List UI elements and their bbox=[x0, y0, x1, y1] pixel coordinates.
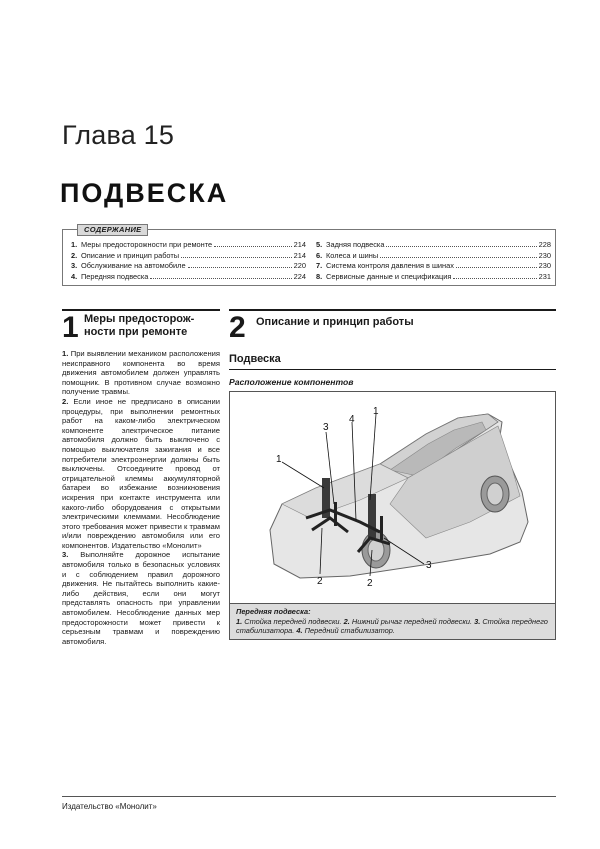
callout-4: 4 bbox=[349, 414, 355, 425]
toc-entry-number: 5. bbox=[316, 240, 323, 249]
paragraph bbox=[62, 550, 220, 646]
caption-title: Передняя подвеска: bbox=[236, 607, 311, 616]
toc-entry-number: 4. bbox=[71, 271, 78, 281]
caption-item-number: 4. bbox=[296, 626, 303, 636]
toc-entry-number: 2. bbox=[71, 250, 78, 260]
caption-item-number: 2. bbox=[343, 616, 350, 626]
toc-entry[interactable] bbox=[71, 251, 306, 262]
toc-entry-title: Описание и принцип работы bbox=[81, 250, 180, 260]
toc-entry-title: Сервисные данные и спецификация bbox=[326, 271, 452, 281]
toc-entry[interactable] bbox=[71, 272, 306, 283]
paragraph-text: При выявлении механиком расположения неисправного компонента во время движения автомобилем должен управлять помощник. В противном случае возможно получение травмы. bbox=[62, 349, 220, 397]
toc-entry-title: Задняя подвеска bbox=[326, 240, 385, 249]
paragraph-number: 2. bbox=[62, 396, 69, 406]
callout-3-right: 3 bbox=[426, 560, 432, 571]
section-2-title: Описание и принцип работы bbox=[256, 316, 414, 328]
section-1-heading bbox=[62, 309, 220, 349]
toc-entry-page: 228 bbox=[538, 240, 551, 249]
right-strut bbox=[368, 494, 376, 538]
callout-2-left: 2 bbox=[317, 576, 323, 587]
suspension-figure bbox=[229, 391, 556, 640]
toc-entry-title: Обслуживание на автомобиле bbox=[81, 261, 186, 270]
toc-entry-number: 3. bbox=[71, 261, 78, 270]
section-1-title-line2: ности при ремонте bbox=[84, 326, 188, 338]
caption-item-number: 3. bbox=[474, 616, 481, 626]
paragraph bbox=[62, 397, 220, 551]
car-suspension-illustration bbox=[230, 392, 555, 603]
left-stabilizer-link bbox=[334, 502, 337, 526]
caption-item-text: Передний стабилизатор. bbox=[304, 626, 395, 636]
caption-item-text: Нижний рычаг передней подвески. bbox=[351, 616, 473, 626]
callout-1-right: 1 bbox=[373, 406, 379, 417]
toc-entry[interactable] bbox=[316, 272, 551, 283]
toc-entry-page: 214 bbox=[293, 240, 306, 249]
toc-entry-title: Меры предосторожности при ремонте bbox=[81, 240, 213, 249]
paragraph-number: 1. bbox=[62, 349, 69, 358]
subsection-heading: Подвеска bbox=[229, 350, 556, 370]
caption-item-number: 1. bbox=[236, 616, 243, 626]
toc-entry-page: 230 bbox=[538, 261, 551, 270]
callout-1-left: 1 bbox=[276, 454, 282, 465]
footer-divider bbox=[62, 796, 556, 797]
toc-entry-number: 8. bbox=[316, 271, 323, 281]
toc-entry-title: Колеса и шины bbox=[326, 250, 379, 260]
paragraph bbox=[62, 349, 220, 397]
callout-3-left: 3 bbox=[323, 422, 329, 433]
toc-column-left bbox=[71, 240, 306, 282]
toc-leader-dots bbox=[181, 257, 292, 258]
caption-item-text: Стойка передней подвески. bbox=[244, 616, 342, 626]
toc-entry-number: 7. bbox=[316, 261, 323, 270]
section-2-number: 2 bbox=[229, 311, 246, 344]
toc-entry[interactable] bbox=[316, 261, 551, 272]
section-1-title-line1: Меры предосторож- bbox=[84, 313, 195, 325]
section-2-heading bbox=[229, 309, 556, 349]
toc-leader-dots bbox=[214, 246, 292, 247]
toc-leader-dots bbox=[386, 246, 536, 247]
toc-leader-dots bbox=[456, 267, 537, 268]
toc-heading: СОДЕРЖАНИЕ bbox=[77, 224, 148, 236]
figure-caption bbox=[230, 603, 555, 639]
toc-entry-page: 224 bbox=[293, 271, 306, 281]
toc-leader-dots bbox=[188, 267, 292, 268]
table-of-contents bbox=[62, 225, 556, 286]
rear-wheel-hub bbox=[487, 483, 503, 505]
callout-2-right: 2 bbox=[367, 578, 373, 589]
toc-entry[interactable] bbox=[316, 251, 551, 262]
toc-entry[interactable] bbox=[71, 261, 306, 272]
toc-column-right bbox=[316, 240, 551, 282]
toc-leader-dots bbox=[150, 278, 291, 279]
section-1-title bbox=[84, 313, 194, 339]
toc-leader-dots bbox=[380, 257, 536, 258]
toc-entry-page: 231 bbox=[538, 271, 551, 281]
toc-entry-page: 230 bbox=[538, 250, 551, 260]
toc-entry-title: Система контроля давления в шинах bbox=[326, 261, 454, 270]
footer-publisher: Издательство «Монолит» bbox=[62, 802, 157, 811]
toc-entry-number: 1. bbox=[71, 240, 78, 249]
section-1-body bbox=[62, 349, 220, 646]
chapter-label: Глава 15 bbox=[62, 120, 175, 150]
paragraph-number: 3. bbox=[62, 550, 69, 560]
figure-heading: Расположение компонентов bbox=[229, 377, 354, 387]
section-1-number: 1 bbox=[62, 311, 79, 344]
toc-leader-dots bbox=[453, 278, 536, 279]
toc-entry[interactable] bbox=[71, 240, 306, 251]
toc-entry-number: 6. bbox=[316, 250, 323, 260]
paragraph-text: Если иное не предписано в описании процедуры, при выполнении ремонтных работ на каком-либо электрическом компоненте электрическое питание автомобиля должно быть выключено с помощью выключателя зажигания и все потребители электроэнергии должны быть выключены. Отсоедините провод от отрицательной клеммы аккумуляторной батареи во избежание возникновения искрения при контакте инструмента или какого-либо оборудования с открытыми электрическими клеммами. Несоблюдение этого требования может привести к травмам и/или повреждению автомобиля или его компонентов. Издательство «Монолит» bbox=[62, 396, 220, 550]
right-stabilizer-link bbox=[380, 516, 383, 540]
toc-entry[interactable] bbox=[316, 240, 551, 251]
chapter-title: ПОДВЕСКА bbox=[60, 178, 229, 208]
toc-entry-page: 214 bbox=[293, 250, 306, 260]
toc-entry-title: Передняя подвеска bbox=[81, 271, 149, 281]
toc-entry-page: 220 bbox=[293, 261, 306, 270]
caption-item-text: Стойка переднего стабилизатора. bbox=[236, 616, 548, 636]
paragraph-text: Выполняйте дорожное испытание автомобиля только в безопасных условиях и с соблюдением правил дорожного движения. Не пытайтесь выполнить какие-либо действия, если они могут представлять опасность при управлении автомобилем. Несоблюдение данных мер предосторожности может привести к серьезным травмам и повреждению автомобиля. bbox=[62, 550, 220, 646]
